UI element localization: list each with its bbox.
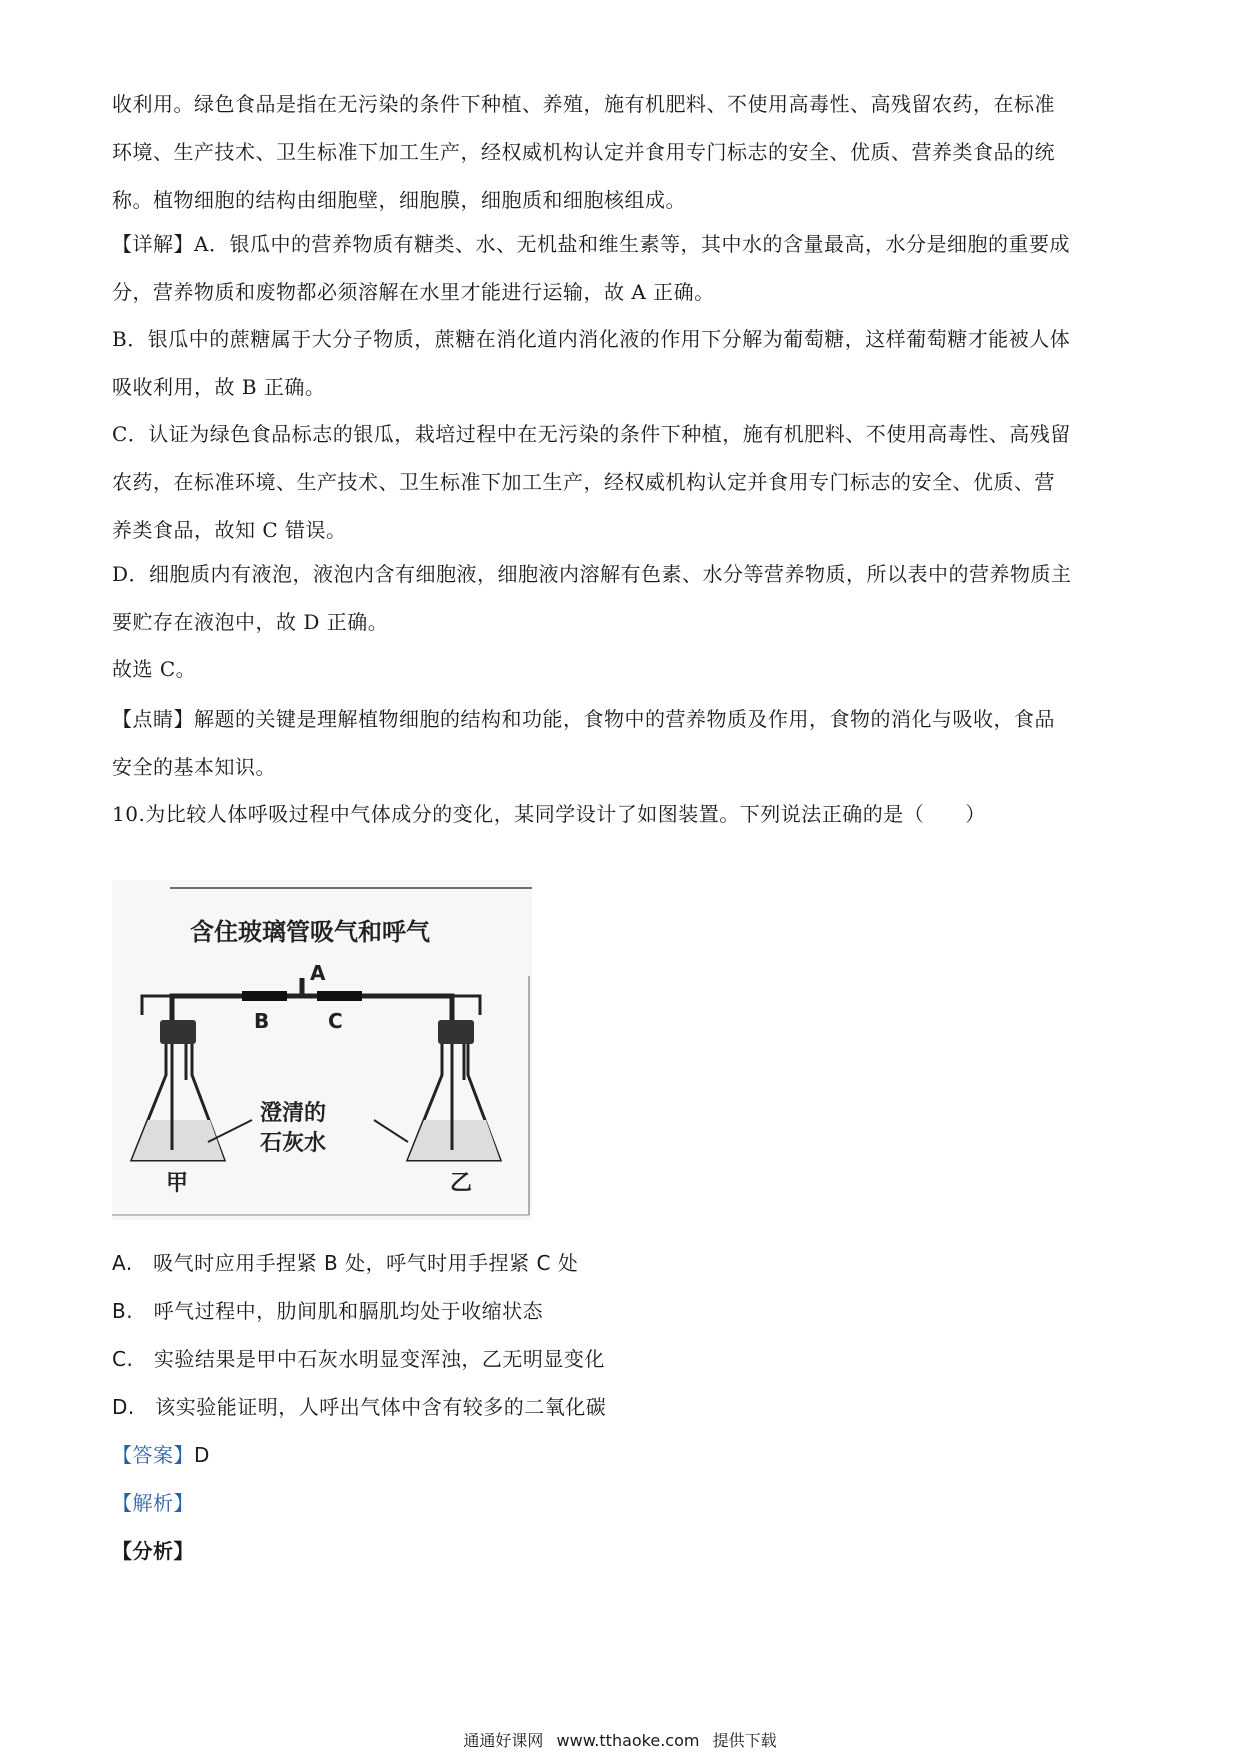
text-line: 安全的基本知识。 <box>112 755 276 779</box>
stopper-right <box>438 1020 474 1044</box>
footer-url: www.tthaoke.com <box>556 1731 700 1750</box>
paragraph-detail-b <box>112 315 1132 411</box>
text-line: C．认证为绿色食品标志的银瓜，栽培过程中在无污染的条件下种植，施有机肥料、不使用高毒性、高残留 <box>112 422 1071 446</box>
option-d: D. 该实验能证明，人呼出气体中含有较多的二氧化碳 <box>112 1395 607 1419</box>
paragraph-choice <box>112 645 1132 693</box>
text-line: 分，营养物质和废物都必须溶解在水里才能进行运输，故 A 正确。 <box>112 280 715 304</box>
figure-caption: 含住玻璃管吸气和呼气 <box>190 918 430 946</box>
answer-line <box>112 1440 210 1470</box>
paragraph-detail-a <box>112 220 1132 316</box>
text-line: 农药，在标准环境、生产技术、卫生标准下加工生产，经权威机构认定并食用专门标志的安全、优质、营 <box>112 470 1055 494</box>
rubber-tube-c <box>317 991 362 1001</box>
text-line: 10.为比较人体呼吸过程中气体成分的变化，某同学设计了如图装置。下列说法正确的是（ ） <box>112 802 986 826</box>
fenxi-label: 【分析】 <box>112 1539 194 1563</box>
label-a: A <box>310 961 326 985</box>
liquid-label-line2: 石灰水 <box>260 1131 327 1156</box>
text-line: 称。植物细胞的结构由细胞壁，细胞膜，细胞质和细胞核组成。 <box>112 188 686 212</box>
paragraph-green-food <box>112 80 1132 224</box>
option-c: C. 实验结果是甲中石灰水明显变浑浊，乙无明显变化 <box>112 1347 605 1371</box>
text-line: 收利用。绿色食品是指在无污染的条件下种植、养殖，施有机肥料、不使用高毒性、高残留农药，在标准 <box>112 92 1055 116</box>
footer-suffix: 提供下载 <box>712 1731 777 1750</box>
flask-right-label: 乙 <box>450 1171 473 1196</box>
text-line: 吸收利用，故 B 正确。 <box>112 375 326 399</box>
answer-label: 【答案】 <box>112 1443 194 1467</box>
option-a: A. 吸气时应用手捏紧 B 处，呼气时用手捏紧 C 处 <box>112 1251 579 1275</box>
text-line: 【详解】A．银瓜中的营养物质有糖类、水、无机盐和维生素等，其中水的含量最高，水分是细胞的重要成 <box>112 232 1070 256</box>
footer-site: 通通好课网 <box>463 1731 544 1750</box>
page-footer <box>0 1728 1240 1751</box>
limewater-right <box>408 1120 500 1160</box>
liquid-label-line1: 澄清的 <box>260 1101 327 1126</box>
paragraph-detail-d <box>112 550 1132 646</box>
text-line: 环境、生产技术、卫生标准下加工生产，经权威机构认定并食用专门标志的安全、优质、营养类食品的统 <box>112 140 1055 164</box>
text-line: 故选 C。 <box>112 657 197 681</box>
text-line: D．细胞质内有液泡，液泡内含有细胞液，细胞液内溶解有色素、水分等营养物质，所以表中的营养物质主 <box>112 562 1072 586</box>
answer-value: D <box>194 1443 210 1467</box>
stopper-left <box>160 1020 196 1044</box>
label-b: B <box>254 1009 270 1033</box>
paragraph-detail-c <box>112 410 1132 554</box>
question-10-stem <box>112 790 1132 838</box>
breathing-apparatus-figure <box>112 880 532 1220</box>
text-line: 【点睛】解题的关键是理解植物细胞的结构和功能，食物中的营养物质及作用，食物的消化与吸收，食品 <box>112 707 1055 731</box>
label-c: C <box>328 1009 343 1033</box>
text-line: 要贮存在液泡中，故 D 正确。 <box>112 610 389 634</box>
flask-left-label: 甲 <box>166 1171 189 1196</box>
analysis-label: 【解析】 <box>112 1491 194 1515</box>
text-line: B．银瓜中的蔗糖属于大分子物质，蔗糖在消化道内消化液的作用下分解为葡萄糖，这样葡萄糖才能被人体 <box>112 327 1071 351</box>
text-line: 养类食品，故知 C 错误。 <box>112 518 347 542</box>
rubber-tube-b <box>242 991 287 1001</box>
paragraph-key-point <box>112 695 1132 791</box>
option-b: B. 呼气过程中，肋间肌和膈肌均处于收缩状态 <box>112 1299 544 1323</box>
